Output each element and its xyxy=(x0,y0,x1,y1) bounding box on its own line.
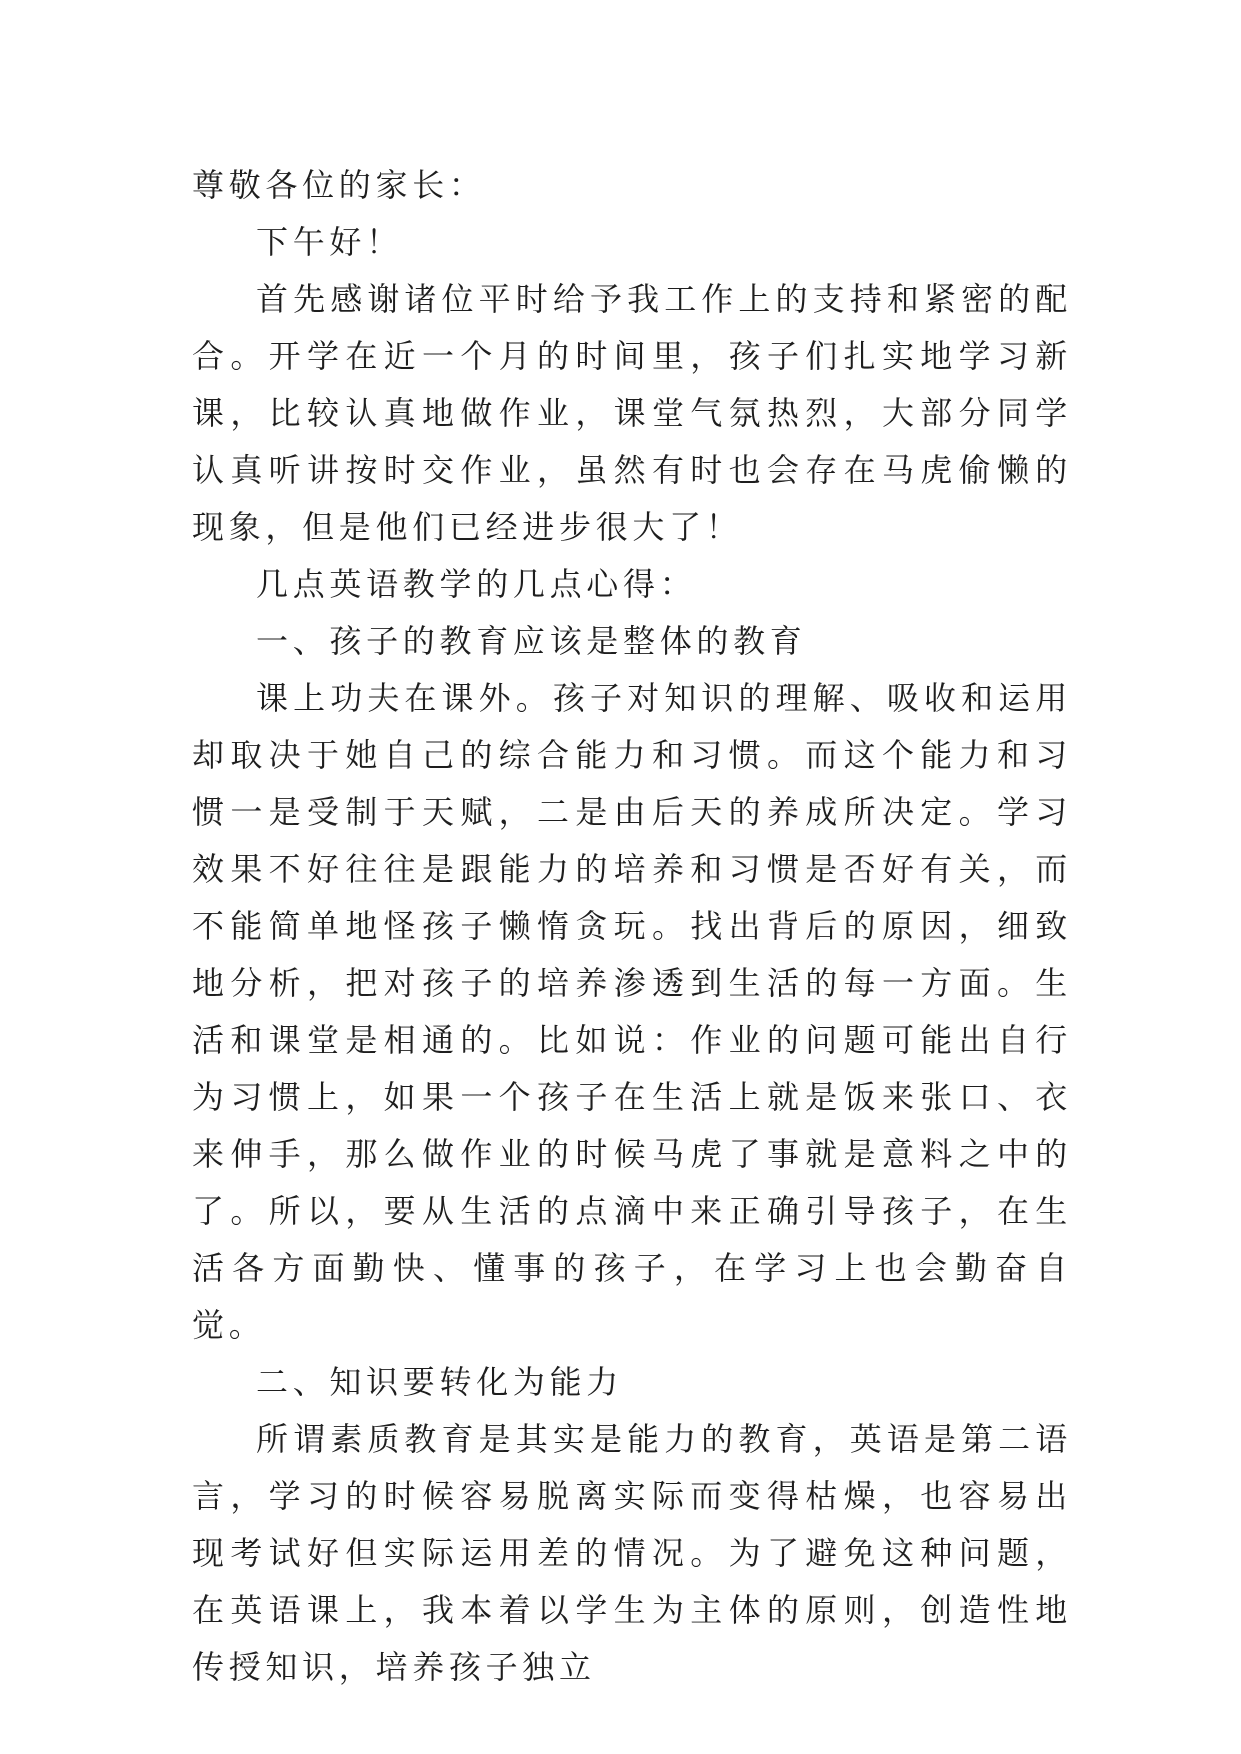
greeting: 下午好！ xyxy=(256,223,403,261)
section-heading-1: 一、孩子的教育应该是整体的教育 xyxy=(256,622,807,660)
section-body-2: 所谓素质教育是其实是能力的教育，英语是第二语言，学习的时候容易脱离实际而变得枯燥，也容易出现考试好但实际运用差的情况。为了避免这种问题，在英语课上，我本着以学生为主体的原则，创造性地传授知识，培养孩子独立 xyxy=(192,1420,1072,1686)
section-body-1: 课上功夫在课外。孩子对知识的理解、吸收和运用却取决于她自己的综合能力和习惯。而这个能力和习惯一是受制于天赋，二是由后天的养成所决定。学习效果不好往往是跟能力的培养和习惯是否好有关，而不能简单地怪孩子懒惰贪玩。找出背后的原因，细致地分析，把对孩子的培养渗透到生活的每一方面。生活和课堂是相通的。比如说：作业的问题可能出自行为习惯上，如果一个孩子在生活上就是饭来张口、衣来伸手，那么做作业的时候马虎了事就是意料之中的了。所以，要从生活的点滴中来正确引导孩子，在生活各方面勤快、懂事的孩子，在学习上也会勤奋自觉。 xyxy=(192,679,1072,1344)
section-heading-2: 二、知识要转化为能力 xyxy=(256,1363,624,1401)
letter-body xyxy=(192,157,1072,1696)
thanks-paragraph: 首先感谢诸位平时给予我工作上的支持和紧密的配合。开学在近一个月的时间里，孩子们扎实地学习新课，比较认真地做作业，课堂气氛热烈，大部分同学认真听讲按时交作业，虽然有时也会存在马虎偷懒的现象，但是他们已经进步很大了！ xyxy=(192,280,1072,546)
salutation: 尊敬各位的家长： xyxy=(192,166,486,204)
intro-paragraph: 几点英语教学的几点心得： xyxy=(256,565,697,603)
